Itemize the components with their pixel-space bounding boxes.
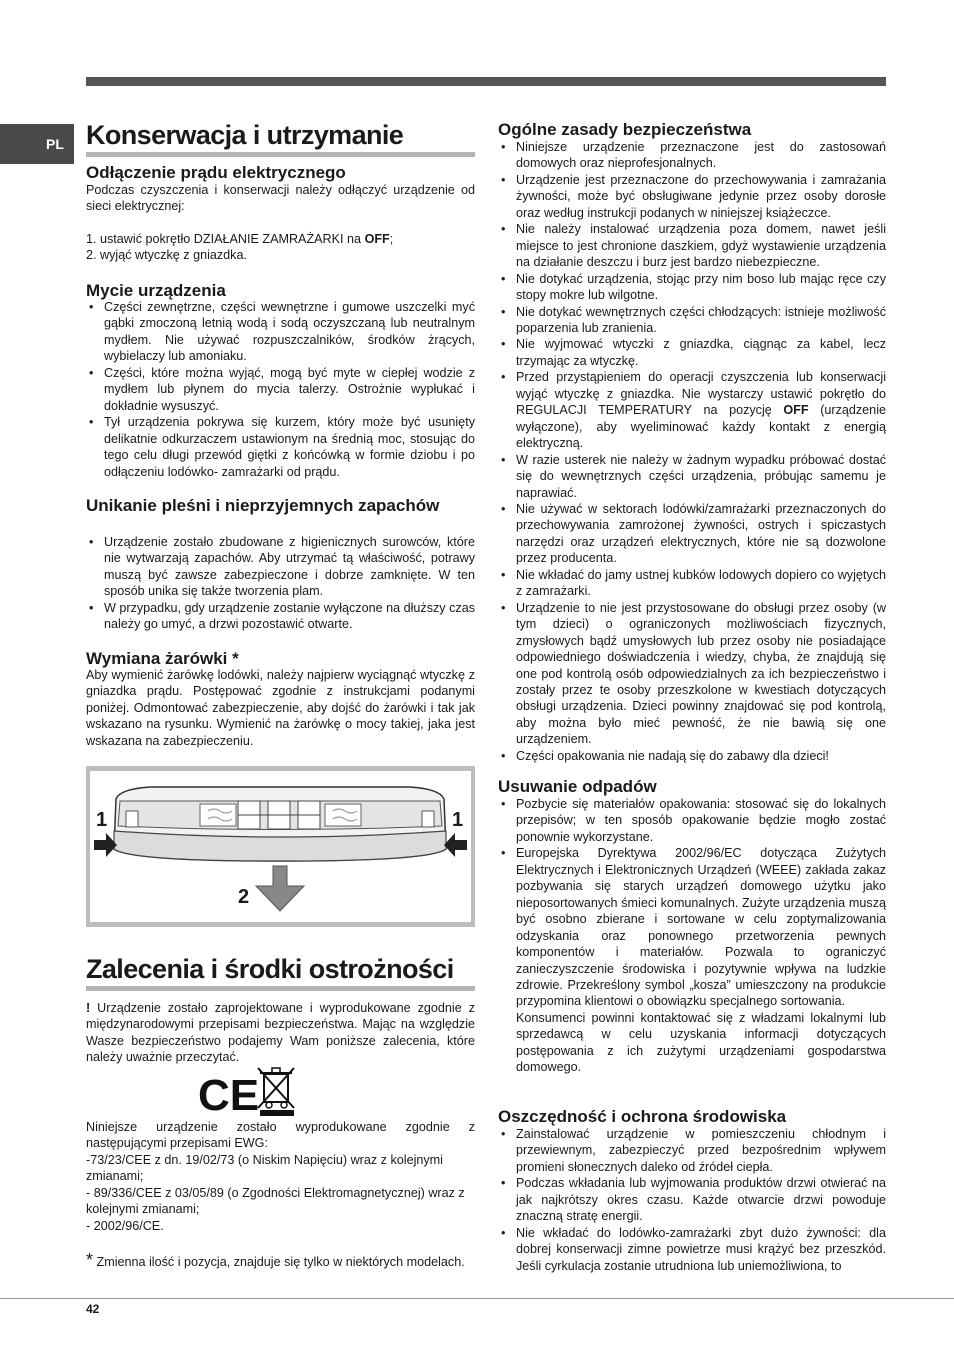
list-item: • Urządzenie to nie jest przystosowane do obsługi przez osoby (w tym dzieci) o ograniczonych możliwościach fizycznych, zmysłowych bądź umysłowych lub przez osoby nie posiadające odpowiedniego doświadczenia i wiedzy, chyba, że znajdują się one pod kontrolą osób odpowiedzialnych za ich bezpieczeństwo i zostały przez te osoby przeszkolone w kwestiach dotyczących obsługi urządzenia. Dzieci powinny znajdować się pod kontrolą, aby można było mieć pewność, że nie bawią się one urządzeniem. [498, 600, 886, 748]
heading-general-safety: Ogólne zasady bezpieczeństwa [498, 120, 752, 139]
ce-mark: CE [198, 1071, 260, 1118]
disconnect-step-2: 2. wyjąć wtyczkę z gniazdka. [86, 248, 247, 263]
language-tab: PL [0, 124, 74, 164]
cleaning-list [86, 299, 475, 480]
list-item: • Nie dotykać wewnętrznych części chłodzących: istnieje możliwość poparzenia lub zranienia. [498, 304, 886, 337]
list-item: • Nie używać w sektorach lodówki/zamrażarki przeznaczonych do przechowywania zamrożonej żywności, ostrych i spiczastych narzędzi oraz urządzeń elektrycznych, które nie są dozwolone przez producenta. [498, 501, 886, 567]
compliance-text [86, 1119, 475, 1234]
compliance-line: -73/23/CEE z dn. 19/02/73 (o Niskim Napięciu) wraz z kolejnymi zmianami; [86, 1152, 443, 1184]
list-item: • Europejska Dyrektywa 2002/96/EC dotycząca Zużytych Elektrycznych i Elektronicznych Urządzeń (WEEE) zakłada zakaz pozbywania się starych urządzeń domowego użytku jako nieposortowanych śmieci komunalnych. Zużyte urządzenia muszą być osobno zbierane i sortowane w celu zoptymalizowania odzyskania oraz ponownego przetworzenia pewnych komponentów i materiałów. Pozwala to ograniczyć zanieczyszczenie środowiska i pozytywnie wpływa na ludzkie zdrowie. Przekreślony symbol „kosza” umieszczony na produkcie przypomina klientowi o obowiązku specjalnego sortowania. [498, 845, 886, 1010]
top-bar [86, 77, 886, 86]
list-item: • Podczas wkładania lub wyjmowania produktów drzwi otwierać na jak najkrótszy okres czasu. Każde otwarcie drzwi powoduje znaczną stratę energii. [498, 1175, 886, 1224]
heading-waste: Usuwanie odpadów [498, 777, 657, 796]
compliance-line: - 2002/96/CE. [86, 1218, 164, 1233]
disconnect-step-1: 1. ustawić pokrętło DZIAŁANIE ZAMRAŻARKI na OFF; [86, 231, 394, 246]
bulb-text: Aby wymienić żarówkę lodówki, należy najpierw wyciągnąć wtyczkę z gniazdka prądu. Postępować zgodnie z instrukcjami podanymi poniżej. Odmontować zabezpieczenie, aby dojść do żarówki i tak jak wskazano na rysunku. Wymienić na żarówkę o mocy takiej, jaka jest wskazana na zabezpieczeniu. [86, 668, 475, 748]
general-safety-list [498, 139, 886, 764]
list-item: • Urządzenie jest przeznaczone do przechowywania i zamrażania żywności, może być obsługiwane jedynie przez osoby dorosłe oraz według instrukcji podanych w niniejszej książeczce. [498, 172, 886, 221]
waste-list [498, 796, 886, 1076]
disconnect-text [86, 182, 475, 264]
list-item: • Pozbycie się materiałów opakowania: stosować się do lokalnych przepisów; w ten sposób opakowanie będzie mogło zostać ponownie wykorzystane. [498, 796, 886, 845]
list-item: • Tył urządzenia pokrywa się kurzem, który może być usunięty delikatnie odkurzaczem ustawionym na średnią moc, stosując do tego celu długi przewód giętki z końcówką w formie dziobu i po odłączeniu lodówko- zamrażarki od prądu. [86, 414, 475, 480]
bulb-figure [86, 766, 475, 927]
waste-after: Konsumenci powinni kontaktować się z władzami lokalnymi lub sprzedawcą w celu uzyskania informacji dotyczących postępowania z ich zużytymi urządzeniami gospodarstwa domowego. [516, 1010, 886, 1075]
compliance-line: - 89/336/CEE z 03/05/89 (o Zgodności Elektromagnetycznej) wraz z kolejnymi zmianami; [86, 1185, 465, 1217]
figure-label-left: 1 [96, 809, 108, 831]
list-item: • Nie należy instalować urządzenia poza domem, nawet jeśli miejsce to jest chronione daszkiem, gdyż wystawienie urządzenia na działanie deszczu i burz jest bardzo niebezpieczne. [498, 221, 886, 270]
heading-disconnect: Odłączenie prądu elektrycznego [86, 163, 346, 182]
disconnect-intro: Podczas czyszczenia i konserwacji należy odłączyć urządzenie od sieci elektrycznej: [86, 183, 475, 214]
section-title-maintenance: Konserwacja i utrzymanie [86, 119, 475, 157]
heading-mold: Unikanie pleśni i nieprzyjemnych zapachów [86, 496, 440, 515]
ce-weee-marks [198, 1064, 298, 1118]
list-item: • Nie wkładać do jamy ustnej kubków lodowych dopiero co wyjętych z zamrażarki. [498, 567, 886, 600]
list-item: • Przed przystąpieniem do operacji czyszczenia lub konserwacji wyjąć wtyczkę z gniazdka. Nie wystarczy ustawić pokrętło do REGULACJI TEMPERATURY na pozycję OFF (urządzenie wyłączone), aby wyeliminować każdy kontakt z energią elektryczną. [498, 369, 886, 451]
eco-list [498, 1126, 886, 1274]
heading-cleaning: Mycie urządzenia [86, 281, 226, 300]
list-item: • Urządzenie zostało zbudowane z higienicznych surowców, które nie wytwarzają zapachów. Aby utrzymać tą właściwość, potrawy muszą być zawsze zabezpieczone i dobrze zamknięte. W ten sposób unika się także tworzenia plam. [86, 534, 475, 600]
list-item: • Części, które można wyjąć, mogą być myte w ciepłej wodzie z mydłem lub płynem do mycia talerzy. Ostrożnie wypłukać i dokładnie wysuszyć. [86, 365, 475, 414]
footer-line [0, 1298, 954, 1299]
page-number: 42 [86, 1302, 100, 1316]
heading-eco: Oszczędność i ochrona środowiska [498, 1107, 787, 1126]
lamp-cover-diagram [90, 771, 471, 922]
list-item: • Nie wyjmować wtyczki z gniazdka, ciągnąc za kabel, lecz trzymając za wtyczkę. [498, 336, 886, 369]
list-item: • Części opakowania nie nadają się do zabawy dla dzieci! [498, 748, 886, 764]
safety-intro: ! Urządzenie zostało zaprojektowane i wyprodukowane zgodnie z międzynarodowymi przepisami bezpieczeństwa. Mając na względzie Wasze bezpieczeństwo podajemy Wam poniższe zalecenia, które należy uważnie przeczytać. [86, 1001, 475, 1065]
footnote: * Zmienna ilość i pozycja, znajduje się tylko w niektórych modelach. [86, 1250, 465, 1270]
list-item: • Nie dotykać urządzenia, stojąc przy nim boso lub mając ręce czy stopy mokre lub wilgotne. [498, 271, 886, 304]
heading-bulb: Wymiana żarówki * [86, 649, 239, 668]
figure-label-bottom: 2 [238, 886, 250, 908]
list-item: • W razie usterek nie należy w żadnym wypadku próbować dostać się do wewnętrznych części urządzenia, próbując samemu je naprawiać. [498, 452, 886, 501]
list-item: • Zainstalować urządzenie w pomieszczeniu chłodnym i przewiewnym, zabezpieczyć przed bezpośrednim wpływem promieni słonecznych daleko od źródeł ciepła. [498, 1126, 886, 1175]
list-item: • Nie wkładać do lodówko-zamrażarki zbyt dużo żywności: dla dobrej konserwacji zimne powietrze musi krążyć bez przeszkód. Jeśli cyrkulacja zostanie utrudniona lub uniemożliwiona, to [498, 1225, 886, 1274]
section-title-safety: Zalecenia i środki ostrożności [86, 953, 475, 991]
figure-label-right: 1 [452, 809, 464, 831]
compliance-intro: Niniejsze urządzenie zostało wyprodukowane zgodnie z następującymi przepisami EWG: [86, 1120, 475, 1151]
list-item: • Części zewnętrzne, części wewnętrzne i gumowe uszczelki myć gąbki zmoczoną letnią wodą i sodą oczyszczaną lub neutralnym mydłem. Nie używać rozpuszczalników, środków żrących, wybielaczy lub amoniaku. [86, 299, 475, 365]
list-item: • Niniejsze urządzenie przeznaczone jest do zastosowań domowych oraz nieprofesjonalnych. [498, 139, 886, 172]
crossed-bin-icon [258, 1068, 294, 1116]
list-item: • W przypadku, gdy urządzenie zostanie wyłączone na dłuższy czas należy go umyć, a drzwi pozostawić otwarte. [86, 600, 475, 633]
mold-list [86, 534, 475, 633]
